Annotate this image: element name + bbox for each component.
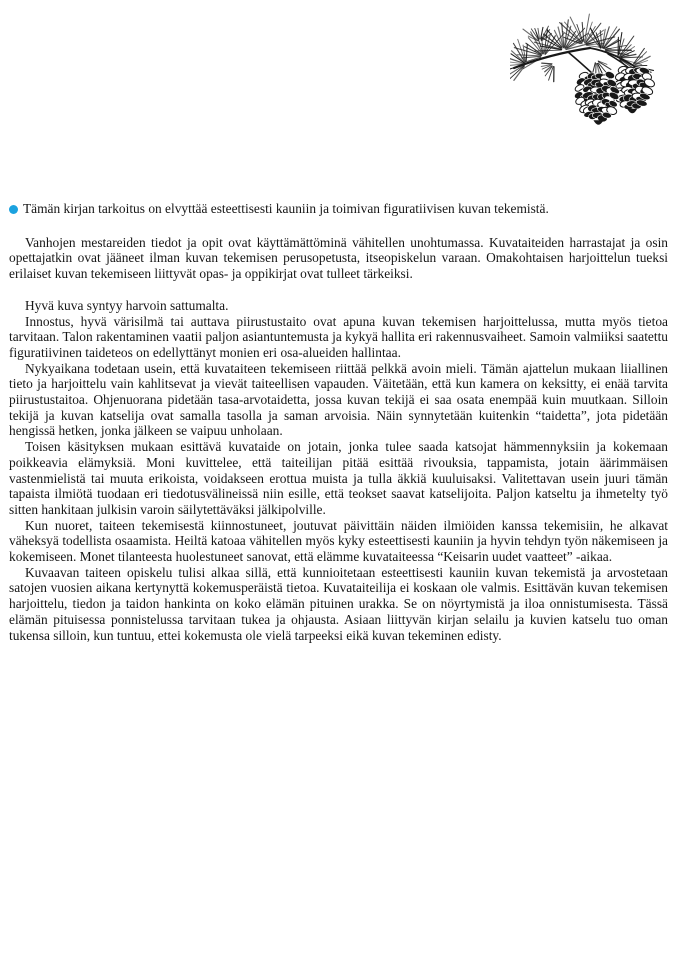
pine-branch-illustration	[510, 12, 666, 144]
lead-paragraph	[9, 201, 668, 217]
paragraph: Toisen käsityksen mukaan esittävä kuvataide on jotain, jonka tulee saada katsojat hämmennyksiin ja kokemaan poikkeavia elämyksiä. Moni kuvittelee, että taiteilijan pitää esittää rivouksia, tappamista, jotain äärimmäisen vastenmielistä tai muuta erikoista, voidakseen erottua muista ja tulla äkkiä kuuluisaksi. Valitettavan usein juuri tämän tapaista ilmiötä tuodaan eri tiedotusvälineissä niin esille, että teokset saavat katselijoita. Paljon katseltu ja ihmetelty työ sitten hankitaan julkisin varoin säilytettäväksi jälkipolville.	[9, 439, 668, 517]
paragraph: Innostus, hyvä värisilmä tai auttava piirustustaito ovat apuna kuvan tekemisen harjoittelussa, mutta myös tietoa tarvitaan. Talon rakentaminen vaatii paljon asiantuntemusta ja kykyä hallita eri rakennusvaiheet. Samoin valmiiksi saatettu figuratiivinen taideteos on edellyttänyt monien eri osa-alueiden hallintaa.	[9, 313, 668, 360]
pine-branch-icon	[510, 12, 666, 144]
page-text	[9, 201, 668, 643]
paragraph: Nykyaikana todetaan usein, että kuvataiteen tekemiseen riittää pelkkä avoin mieli. Tämän ajattelun mukaan liiallinen tieto ja harjoittelu vain kahlitsevat ja vievät taiteellisen vapauden. Väitetään, että kun kamera on keksitty, ei enää tarvita piirustustaitoa. Ohjenuorana pidetään tasa-arvotaidetta, jossa kuvan tekijä ei saa osata enempää kuin muutkaan. Silloin tekijä ja kuvan katselija ovat samalla tasolla ja saman arvoisia. Näin synnytetään kuitenkin “taidetta”, jota pidetään hengissä hetken, jonka jälkeen se vaipuu unholaan.	[9, 360, 668, 439]
bullet-icon	[9, 205, 18, 214]
body-paragraphs	[9, 298, 668, 643]
lead-text: Tämän kirjan tarkoitus on elvyttää esteettisesti kauniin ja toimivan figuratiivisen kuvan tekemistä.	[23, 201, 549, 216]
paragraph: Kuvaavan taiteen opiskelu tulisi alkaa sillä, että kunnioitetaan esteettisesti kauniin kuvan tekemistä ja arvostetaan satojen vuosien aikana kertynyttä kokemusperäistä tietoa. Kuvataiteilija ei koskaan ole valmis. Esittävän kuvan tekemisen harjoittelu, tiedon ja taidon hankinta on koko elämän pituinen urakka. Se on nöyrtymistä ja iloa onnistumisesta. Tässä elämän pituisessa ponnistelussa tarvitaan tukea ja ohjausta. Asiaan liittyvän kirjan selailu ja kuvien katselu tuo oman tukensa silloin, kun tuntuu, ettei kokemusta ole vielä tarpeeksi eikä kuvan tekeminen edisty.	[9, 564, 668, 643]
paragraph: Hyvä kuva syntyy harvoin sattumalta.	[25, 297, 229, 313]
intro-paragraph: Vanhojen mestareiden tiedot ja opit ovat käyttämättöminä vähitellen unohtumassa. Kuvataiteiden harrastajat ja osin opettajatkin ovat jääneet ilman kuvan tekemisen perusopetusta, itseopiskelun varaan. Omakohtaisen harjoittelun tueksi erilaiset kuvan tekemiseen liittyvät opas- ja oppikirjat ovat tulleet tärkeiksi.	[9, 234, 668, 282]
paragraph: Kun nuoret, taiteen tekemisestä kiinnostuneet, joutuvat päivittäin näiden ilmiöiden kanssa tekemisiin, he alkavat väheksyä todellista osaamista. Heiltä katoaa vähitellen myös kyky esteettisesti kauniin ja hyvin tehdyn työn näkemiseen ja kokemiseen. Monet tilanteesta huolestuneet sanovat, että elämme kuvataiteessa “Keisarin uudet vaatteet” -aikaa.	[9, 517, 668, 565]
